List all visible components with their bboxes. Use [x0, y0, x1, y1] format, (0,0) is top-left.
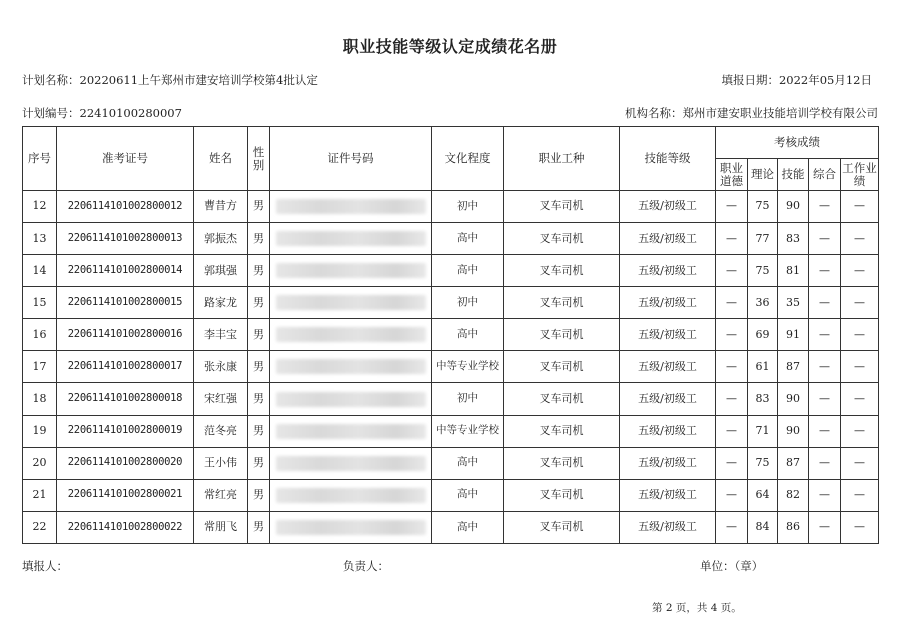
- cell-ethics: —: [716, 511, 748, 543]
- cell-work: —: [841, 511, 879, 543]
- cell-occupation: 叉车司机: [504, 479, 620, 511]
- cell-level: 五级/初级工: [620, 191, 716, 223]
- redacted-id-blur: [276, 231, 426, 246]
- table-row: [23, 383, 879, 415]
- cell-seq: 15: [23, 287, 57, 319]
- cell-education: 初中: [432, 287, 504, 319]
- cell-work: —: [841, 351, 879, 383]
- cell-ethics: —: [716, 415, 748, 447]
- cell-education: 初中: [432, 383, 504, 415]
- cell-seq: 20: [23, 447, 57, 479]
- cell-gender: 男: [248, 255, 270, 287]
- owner-label: 负责人：: [343, 559, 389, 573]
- cell-education: 高中: [432, 255, 504, 287]
- cell-work: —: [841, 319, 879, 351]
- table-row: [23, 223, 879, 255]
- header-education: 文化程度: [432, 127, 504, 191]
- cell-work: —: [841, 415, 879, 447]
- cell-overall: —: [809, 319, 841, 351]
- cell-gender: 男: [248, 223, 270, 255]
- cell-overall: —: [809, 479, 841, 511]
- cell-id-no-redacted: [270, 383, 432, 415]
- cell-overall: —: [809, 447, 841, 479]
- header-skill: 技能: [778, 159, 809, 191]
- cell-theory: 64: [748, 479, 778, 511]
- cell-education: 高中: [432, 511, 504, 543]
- cell-occupation: 叉车司机: [504, 319, 620, 351]
- cell-gender: 男: [248, 383, 270, 415]
- score-roster-table: [22, 126, 879, 544]
- cell-ethics: —: [716, 447, 748, 479]
- cell-seq: 22: [23, 511, 57, 543]
- cell-education: 高中: [432, 479, 504, 511]
- cell-overall: —: [809, 255, 841, 287]
- redacted-id-blur: [276, 359, 426, 374]
- cell-overall: —: [809, 287, 841, 319]
- cell-overall: —: [809, 511, 841, 543]
- fill-date: 填报日期：2022年05月12日: [721, 73, 872, 87]
- cell-work: —: [841, 255, 879, 287]
- cell-id-no-redacted: [270, 319, 432, 351]
- cell-occupation: 叉车司机: [504, 287, 620, 319]
- cell-occupation: 叉车司机: [504, 351, 620, 383]
- cell-overall: —: [809, 351, 841, 383]
- cell-level: 五级/初级工: [620, 383, 716, 415]
- header-ethics: 职业道德: [716, 159, 748, 191]
- table-row: [23, 447, 879, 479]
- cell-skill: 90: [778, 383, 809, 415]
- cell-overall: —: [809, 223, 841, 255]
- cell-level: 五级/初级工: [620, 287, 716, 319]
- cell-occupation: 叉车司机: [504, 223, 620, 255]
- table-row: [23, 191, 879, 223]
- table-row: [23, 511, 879, 543]
- cell-gender: 男: [248, 511, 270, 543]
- header-scores: 考核成绩: [716, 127, 879, 159]
- cell-work: —: [841, 223, 879, 255]
- cell-work: —: [841, 479, 879, 511]
- cell-theory: 84: [748, 511, 778, 543]
- cell-exam-no: 2206114101002800012: [57, 191, 194, 223]
- cell-education: 高中: [432, 223, 504, 255]
- cell-level: 五级/初级工: [620, 351, 716, 383]
- cell-education: 初中: [432, 191, 504, 223]
- cell-work: —: [841, 383, 879, 415]
- redacted-id-blur: [276, 456, 426, 471]
- cell-theory: 61: [748, 351, 778, 383]
- cell-overall: —: [809, 191, 841, 223]
- cell-seq: 19: [23, 415, 57, 447]
- header-occupation: 职业工种: [504, 127, 620, 191]
- cell-occupation: 叉车司机: [504, 383, 620, 415]
- cell-education: 中等专业学校: [432, 351, 504, 383]
- cell-name: 郭振杰: [194, 223, 248, 255]
- cell-skill: 86: [778, 511, 809, 543]
- header-gender: 性别: [248, 127, 270, 191]
- cell-theory: 71: [748, 415, 778, 447]
- cell-skill: 90: [778, 415, 809, 447]
- cell-name: 宋红强: [194, 383, 248, 415]
- table-row: [23, 255, 879, 287]
- cell-name: 王小伟: [194, 447, 248, 479]
- cell-skill: 87: [778, 351, 809, 383]
- cell-name: 路家龙: [194, 287, 248, 319]
- cell-level: 五级/初级工: [620, 223, 716, 255]
- cell-occupation: 叉车司机: [504, 415, 620, 447]
- plan-number: 计划编号：22410100280007: [22, 106, 182, 120]
- cell-level: 五级/初级工: [620, 479, 716, 511]
- cell-gender: 男: [248, 479, 270, 511]
- cell-seq: 18: [23, 383, 57, 415]
- cell-overall: —: [809, 383, 841, 415]
- cell-id-no-redacted: [270, 447, 432, 479]
- roster-body: [23, 191, 879, 544]
- cell-ethics: —: [716, 287, 748, 319]
- document-title: 职业技能等级认定成绩花名册: [342, 37, 558, 56]
- cell-exam-no: 2206114101002800022: [57, 511, 194, 543]
- filler-label: 填报人：: [22, 559, 68, 573]
- cell-gender: 男: [248, 351, 270, 383]
- cell-name: 常红亮: [194, 479, 248, 511]
- cell-occupation: 叉车司机: [504, 511, 620, 543]
- cell-id-no-redacted: [270, 511, 432, 543]
- table-row: [23, 351, 879, 383]
- cell-gender: 男: [248, 415, 270, 447]
- cell-skill: 82: [778, 479, 809, 511]
- header-id-no: 证件号码: [270, 127, 432, 191]
- cell-exam-no: 2206114101002800020: [57, 447, 194, 479]
- header-work: 工作业绩: [841, 159, 879, 191]
- cell-name: 李丰宝: [194, 319, 248, 351]
- cell-ethics: —: [716, 191, 748, 223]
- cell-level: 五级/初级工: [620, 319, 716, 351]
- cell-id-no-redacted: [270, 415, 432, 447]
- cell-exam-no: 2206114101002800019: [57, 415, 194, 447]
- cell-exam-no: 2206114101002800021: [57, 479, 194, 511]
- cell-seq: 12: [23, 191, 57, 223]
- cell-ethics: —: [716, 479, 748, 511]
- cell-theory: 75: [748, 447, 778, 479]
- cell-theory: 77: [748, 223, 778, 255]
- cell-exam-no: 2206114101002800016: [57, 319, 194, 351]
- cell-level: 五级/初级工: [620, 511, 716, 543]
- cell-id-no-redacted: [270, 255, 432, 287]
- redacted-id-blur: [276, 263, 426, 278]
- redacted-id-blur: [276, 199, 426, 214]
- cell-name: 曹昔方: [194, 191, 248, 223]
- cell-id-no-redacted: [270, 223, 432, 255]
- cell-id-no-redacted: [270, 287, 432, 319]
- cell-gender: 男: [248, 447, 270, 479]
- cell-theory: 75: [748, 191, 778, 223]
- cell-level: 五级/初级工: [620, 447, 716, 479]
- table-row: [23, 287, 879, 319]
- cell-seq: 14: [23, 255, 57, 287]
- unit-seal-label: 单位：（章）: [700, 559, 764, 573]
- redacted-id-blur: [276, 488, 426, 503]
- redacted-id-blur: [276, 520, 426, 535]
- cell-exam-no: 2206114101002800015: [57, 287, 194, 319]
- cell-skill: 87: [778, 447, 809, 479]
- cell-theory: 69: [748, 319, 778, 351]
- header-level: 技能等级: [620, 127, 716, 191]
- cell-skill: 83: [778, 223, 809, 255]
- cell-work: —: [841, 191, 879, 223]
- cell-skill: 81: [778, 255, 809, 287]
- cell-name: 郭琪强: [194, 255, 248, 287]
- cell-exam-no: 2206114101002800018: [57, 383, 194, 415]
- cell-ethics: —: [716, 351, 748, 383]
- cell-name: 范冬亮: [194, 415, 248, 447]
- cell-seq: 21: [23, 479, 57, 511]
- cell-id-no-redacted: [270, 191, 432, 223]
- cell-gender: 男: [248, 287, 270, 319]
- cell-education: 高中: [432, 447, 504, 479]
- organization-name: 机构名称：郑州市建安职业技能培训学校有限公司: [625, 106, 878, 120]
- cell-seq: 13: [23, 223, 57, 255]
- header-theory: 理论: [748, 159, 778, 191]
- plan-name: 计划名称：20220611上午郑州市建安培训学校第4批认定: [22, 73, 318, 87]
- cell-exam-no: 2206114101002800014: [57, 255, 194, 287]
- cell-occupation: 叉车司机: [504, 447, 620, 479]
- cell-ethics: —: [716, 223, 748, 255]
- page-indicator: 第 2 页，共 4 页。: [652, 602, 742, 614]
- table-row: [23, 415, 879, 447]
- cell-seq: 17: [23, 351, 57, 383]
- cell-skill: 35: [778, 287, 809, 319]
- header-name: 姓名: [194, 127, 248, 191]
- cell-education: 中等专业学校: [432, 415, 504, 447]
- cell-ethics: —: [716, 255, 748, 287]
- redacted-id-blur: [276, 424, 426, 439]
- cell-work: —: [841, 287, 879, 319]
- header-overall: 综合: [809, 159, 841, 191]
- table-row: [23, 319, 879, 351]
- cell-gender: 男: [248, 191, 270, 223]
- cell-occupation: 叉车司机: [504, 191, 620, 223]
- cell-gender: 男: [248, 319, 270, 351]
- header-exam-no: 准考证号: [57, 127, 194, 191]
- cell-id-no-redacted: [270, 479, 432, 511]
- redacted-id-blur: [276, 327, 426, 342]
- cell-overall: —: [809, 415, 841, 447]
- cell-exam-no: 2206114101002800017: [57, 351, 194, 383]
- cell-theory: 36: [748, 287, 778, 319]
- cell-exam-no: 2206114101002800013: [57, 223, 194, 255]
- cell-work: —: [841, 447, 879, 479]
- cell-level: 五级/初级工: [620, 255, 716, 287]
- cell-name: 常朋飞: [194, 511, 248, 543]
- cell-id-no-redacted: [270, 351, 432, 383]
- cell-skill: 91: [778, 319, 809, 351]
- cell-level: 五级/初级工: [620, 415, 716, 447]
- cell-ethics: —: [716, 383, 748, 415]
- cell-ethics: —: [716, 319, 748, 351]
- cell-theory: 83: [748, 383, 778, 415]
- header-seq: 序号: [23, 127, 57, 191]
- cell-name: 张永康: [194, 351, 248, 383]
- cell-education: 高中: [432, 319, 504, 351]
- cell-skill: 90: [778, 191, 809, 223]
- cell-theory: 75: [748, 255, 778, 287]
- redacted-id-blur: [276, 392, 426, 407]
- cell-seq: 16: [23, 319, 57, 351]
- cell-occupation: 叉车司机: [504, 255, 620, 287]
- redacted-id-blur: [276, 295, 426, 310]
- table-row: [23, 479, 879, 511]
